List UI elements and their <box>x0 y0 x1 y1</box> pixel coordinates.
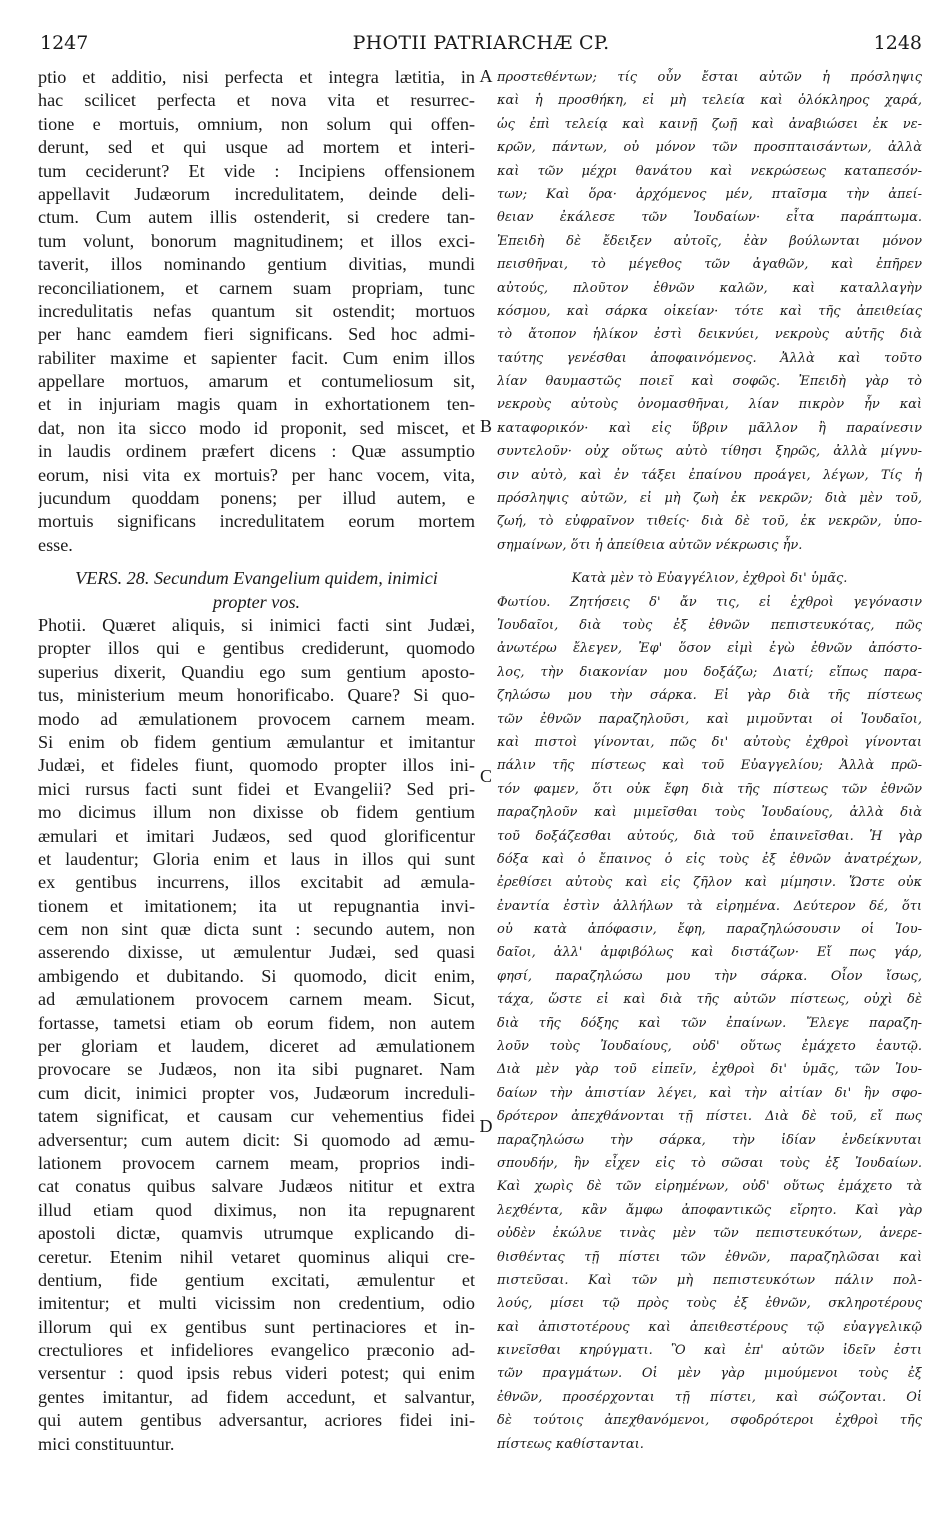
page-header <box>40 32 922 58</box>
text-line: versentur : quod ipsis rebus videri potest; qui enim <box>38 1363 475 1384</box>
text-line: tum ceciderunt? Et vide : Incipiens offensionem <box>38 160 475 181</box>
text-line: dat, non ita sicco modo id proponit, sed miscet, et <box>38 417 475 438</box>
text-line: provocare se Judæos, non ita sibi pugnaret. Nam <box>38 1059 475 1080</box>
text-line: λούς, μίσει τῷ πρὸς τοὺς ἐξ ἐθνῶν, σκληροτέρους <box>497 1296 922 1312</box>
text-line: δρότερον ἀπεχθάνονται τῇ πίστει. Διὰ δὲ τοῦ, εἴ πως <box>497 1109 922 1125</box>
text-line: τοῦ δοξάζεσθαι αὐτούς, διὰ τοῦ ἐπαινεῖσθαι. Ἡ γὰρ <box>497 828 922 844</box>
text-line: συντελοῦν· οὐχ οὕτως αὐτὸ τίθησι ξηρῶς, ἀλλὰ μίγνυ- <box>497 444 922 460</box>
text-line: fortasse, tametsi etiam ob eorum fidem, non autem <box>38 1012 475 1033</box>
text-line: illorum qui ex gentibus sunt pertinaciores et in- <box>38 1316 475 1337</box>
text-line: esse. <box>38 534 73 555</box>
text-line: tione e mortuis, omnium, non solum qui offen- <box>38 113 475 134</box>
text-line: modo ad æmulationem provocem carnem meam. <box>38 708 475 729</box>
text-line: καὶ ἡ προσθήκη, εἰ μὴ τελεία καὶ ὁλόκληρος χαρά, <box>497 93 922 109</box>
text-line: λεχθέντα, κἂν ἄμφω ἀποφαντικῶς εἴρητο. Καὶ γὰρ <box>497 1202 922 1218</box>
text-line: appellare mortuos, amarum et contumeliosum sit, <box>38 371 475 392</box>
text-line: cat conatus quibus salvare Judæos nititur et extra <box>38 1176 475 1197</box>
text-line: των; Καὶ ὅρα· ἀρχόμενος μέν, πταῖσμα τὴν ἀπεί- <box>497 186 922 202</box>
text-line: Καὶ χωρὶς δὲ τῶν εἰρημένων, οὐδ' οὕτως ἐμάχετο τὰ <box>497 1179 922 1195</box>
text-line: δόξα καὶ ὁ ἔπαινος ὁ εἰς τοὺς ἐξ ἐθνῶν ἀνατρέχων, <box>497 851 922 867</box>
text-line: ἀνωτέρω ἔλεγεν, Ἐφ' ὅσον εἰμὶ ἐγὼ ἐθνῶν ἀπόστο- <box>497 641 922 657</box>
text-line: lationem provocem carnem meam, proprios indi- <box>38 1152 475 1173</box>
text-line: σημαίνων, ὅτι ἡ ἀπείθεια αὐτῶν νέκρωσις ἦν. <box>497 537 803 553</box>
text-line: πιστεῦσαι. Καὶ τῶν μὴ πεπιστευκότων πάλιν πολ- <box>497 1272 922 1288</box>
text-line: incredulitatis nefas quantum sit ostendit; mortuos <box>38 300 475 321</box>
text-line: rabiliter maxime et sapienter facit. Cum enim illos <box>38 347 475 368</box>
text-line: taverit, illos nominando gentium divitias, mundi <box>38 254 475 275</box>
text-line: per hanc eamdem fieri significans. Sed hoc admi- <box>38 324 475 345</box>
text-line: tionem et imitationem; ita ut repugnantia invi- <box>38 895 475 916</box>
text-line: κρῶν, πάντων, οὐ μόνον τῶν προσπταισάντων, ἀλλὰ <box>497 140 922 156</box>
text-line: θειαν ἐκάλεσε τῶν Ἰουδαίων· εἶτα παράπτωμα. <box>497 210 922 226</box>
text-line: gentes imitantur, ad fidem accedunt, et salvantur, <box>38 1386 475 1407</box>
text-line: ταύτης γενέσθαι ἀποφαινόμενος. Ἀλλὰ καὶ τοῦτο <box>497 350 922 366</box>
text-line: per gloriam et laudem, diceret ad æmulationem <box>38 1036 475 1057</box>
text-line: πίστεως καθίστανται. <box>497 1436 644 1452</box>
text-line: propter illos qui e gentibus crediderunt, quomodo <box>38 638 475 659</box>
text-line: δαῖοι, ἀλλ' ἀμφιβόλως καὶ διστάζων· Εἴ πως γάρ, <box>497 945 922 961</box>
text-line: apostoli dictæ, quamvis utrumque explicando di- <box>38 1223 475 1244</box>
text-line: æmulari et imitari Judæos, sed quod glorificentur <box>38 825 475 846</box>
text-line: κόσμου, καὶ σάρκα οἰκείαν· τότε καὶ τῆς ἀπειθείας <box>497 303 922 319</box>
text-line: et laudentur; Gloria enim et laus in illos qui sunt <box>38 848 475 869</box>
text-line: hac scilicet perfecta et nova vita et resurrec- <box>38 90 475 111</box>
text-line: νεκροὺς αὐτοὺς ὀνομασθῆναι, λίαν πικρὸν ἦν καὶ <box>497 397 922 413</box>
latin-column <box>38 66 475 1456</box>
text-line: ptio et additio, nisi perfecta et integra lætitia, in <box>38 67 475 87</box>
text-line: qui autem gentibus adversantur, acriores fidei ini- <box>38 1410 475 1431</box>
text-line: tatem significat, et causam cur vehementius fidei <box>38 1106 475 1127</box>
text-line: θισθέντας τῇ πίστει τῶν ἐθνῶν, παραζηλῶσαι καὶ <box>497 1249 922 1265</box>
verse-heading: VERS. 28. Secundum Evangelium quidem, inimici <box>75 568 438 589</box>
text-line: Ἐπειδὴ δὲ ἔδειξεν αὐτοῖς, ἐὰν βούλωνται μόνον <box>497 233 922 249</box>
text-line: derunt, sed et qui usque ad mortem et interi- <box>38 137 475 158</box>
text-line: λος, τὴν διακονίαν μου δοξάζω; Διατί; εἴπως παρα- <box>497 664 922 680</box>
margin-marker-a: A <box>479 66 493 86</box>
text-line: σιν αὐτὸ, καὶ ἐν τάξει ἐπαίνου προάγει, λέγων, Τίς ἡ <box>497 467 922 483</box>
text-line: πρόσληψις αὐτῶν, εἰ μὴ ζωὴ ἐκ νεκρῶν; διὰ μὲν τοῦ, <box>497 491 922 507</box>
text-line: καὶ τῶν μέχρι θανάτου καὶ νεκρώσεως καταπεσόν- <box>497 163 922 179</box>
text-line: φησί, παραζηλώσω μου τὴν σάρκα. Οἷον ἴσως, <box>497 968 922 984</box>
text-line: καὶ ἀπιστοτέρους καὶ ἀπειθεστέρους τῷ εὐαγγελικῷ <box>497 1319 922 1335</box>
page-number-left: 1247 <box>40 32 89 54</box>
text-line: mo dicimus illum non dixisse ob fidem gentium <box>38 802 475 823</box>
text-line: παραζηλοῦν καὶ μιμεῖσθαι τοὺς Ἰουδαίους, ἀλλὰ διὰ <box>497 805 922 821</box>
text-line: τάχα, ὥστε εἰ καὶ διὰ τῆς αὐτῶν πίστεως, οὐχὶ δὲ <box>497 992 922 1008</box>
section-gap <box>497 557 922 567</box>
text-line: Ἰουδαῖοι, διὰ τοὺς ἐξ ἐθνῶν πεπιστευκότας, πῶς <box>497 617 922 633</box>
text-line: τῶν ἐθνῶν παραζηλοῦσι, καὶ μιμοῦνται οἱ Ἰουδαῖοι, <box>497 711 922 727</box>
text-line: κινεῖσθαι κηρύγματι. Ὃ καὶ ἐπ' αὐτῶν ἰδεῖν ἐστι <box>497 1343 922 1359</box>
text-line: Photii. Quæret aliquis, si inimici facti sint Judæi, <box>38 614 475 635</box>
running-title: PHOTII PATRIARCHÆ CP. <box>352 32 610 54</box>
text-line: ambigendo et dubitando. Si quomodo, dicit enim, <box>38 965 475 986</box>
text-line: imitentur; et multi vicissim non credentium, odio <box>38 1293 475 1314</box>
margin-marker-d: D <box>479 1116 493 1136</box>
text-line: ὡς ἐπὶ τελείᾳ καὶ καινῇ ζωῇ καὶ ἀναβιώσει ἐκ νε- <box>497 116 922 132</box>
text-line: ἐρεθίσει αὐτοὺς καὶ εἰς ζῆλον καὶ μίμησιν. Ὥστε οὐκ <box>497 875 922 891</box>
text-line: superius dixerit, Quandiu ego sum gentium aposto- <box>38 661 475 682</box>
text-line: Διὰ μὲν γὰρ τοῦ εἰπεῖν, ἐχθροὶ δι' ὑμᾶς, τῶν Ἰου- <box>497 1062 922 1078</box>
text-line: λοῦν τοὺς Ἰουδαίους, οὐδ' οὕτως ἐμάχετο ἑαυτῷ. <box>497 1039 922 1055</box>
text-line: mortuis significans incredulitatem eorum mortem <box>38 511 475 532</box>
text-line: mici constituuntur. <box>38 1433 175 1454</box>
text-line: ex gentibus incurrens, illos excitabit ad æmula- <box>38 872 475 893</box>
text-line: crectuliores et infideliores evangelico præconio ad- <box>38 1340 475 1361</box>
text-line: tum volunt, bonorum magnitudinem; et illos exci- <box>38 230 475 251</box>
text-line: Si enim ob fidem gentium æmulantur et imitantur <box>38 731 475 752</box>
margin-marker-b: B <box>479 416 492 436</box>
text-line: αὐτούς, πλοῦτον ἐθνῶν καλῶν, καὶ καταλλαγὴν <box>497 280 922 296</box>
text-line: τὸ ἄτοπον ἡλίκον ἐστὶ δεικνύει, νεκροὺς αὐτῆς διὰ <box>497 327 922 343</box>
page-number-right: 1248 <box>873 32 922 54</box>
verse-heading: Κατὰ μὲν τὸ Εὐαγγέλιον, ἐχθροὶ δι' ὑμᾶς. <box>571 571 848 587</box>
text-line: illud etiam quod diximus, non ita repugnarent <box>38 1199 475 1220</box>
text-line: τόν φαμεν, ὅτι οὐκ ἔφη διὰ τῆς πίστεως τῶν ἐθνῶν <box>497 781 922 797</box>
text-line: in laudis ordinem præfert dicens : Quæ assumptio <box>38 441 475 462</box>
text-line: ad æmulationem provocem carnem meam. Sicut, <box>38 989 475 1010</box>
text-line: et in injuriam magis quam in exhortationem ten- <box>38 394 475 415</box>
text-line: ζηλώσω μου τὴν σάρκα. Εἰ γὰρ διὰ τῆς πίστεως <box>497 688 922 704</box>
text-line: tus, ministerium meum honorificabo. Quare? Si quo- <box>38 685 475 706</box>
text-line: ἐθνῶν, προσέρχονται τῇ πίστει, καὶ σώζονται. Οἱ <box>497 1389 922 1405</box>
text-line: appellavit Judæorum incredulitatem, deinde deli- <box>38 183 475 204</box>
text-line: δὲ τούτοις ἀπεχθανόμενοι, σφοδρότεροι ἐχθροὶ τῆς <box>497 1413 922 1429</box>
verse-heading-cont: propter vos. <box>212 591 301 612</box>
text-line: jucundum quoddam ponens; per illud autem, e <box>38 488 475 509</box>
section-gap <box>38 557 475 567</box>
text-line: ἐναντία ἐστὶν ἀλλήλων τὰ εἰρημένα. Δεύτερον δέ, ὅτι <box>497 898 922 914</box>
text-line: διὰ τῆς δόξης καὶ τῶν ἐπαίνων. Ἔλεγε παραζη- <box>497 1015 922 1031</box>
text-line: ctum. Cum autem illis ostenderit, si credere tan- <box>38 207 475 228</box>
text-line: πάλιν τῆς πίστεως καὶ τοῦ Εὐαγγελίου; Ἀλλὰ πρῶ- <box>497 758 922 774</box>
text-line: dentium, fide gentium excitati, æmulentur et <box>38 1269 475 1290</box>
text-line: cem non sint quæ dicta sunt : secundo autem, non <box>38 919 475 940</box>
margin-marker-c: C <box>479 766 492 786</box>
text-line: τῶν πραγμάτων. Οἱ μὲν γὰρ μιμούμενοι τοὺς ἐξ <box>497 1366 922 1382</box>
text-line: λίαν θαυμαστῶς ποιεῖ καὶ σοφῶς. Ἐπειδὴ γὰρ τὸ <box>497 374 922 390</box>
text-line: Φωτίου. Ζητήσεις δ' ἄν τις, εἰ ἐχθροὶ γεγόνασιν <box>497 594 922 610</box>
text-line: οὐ κατὰ ἀπόφασιν, ἔφη, παραζηλώσουσιν οἱ Ἰου- <box>497 922 922 938</box>
text-line: προστεθέντων; τίς οὖν ἔσται αὐτῶν ἡ πρόσληψις <box>497 70 922 85</box>
text-line: καὶ πιστοὶ γίνονται, πῶς δι' αὐτοὺς ἐχθροὶ γίνονται <box>497 734 922 750</box>
text-line: ζωή, τὸ εὐφραῖνον τιθείς· διὰ δὲ τοῦ, ἐκ νεκρῶν, ὑπο- <box>497 514 922 530</box>
text-line: eorum, nisi vita ex mortuis? per hanc vocem, vita, <box>38 464 475 485</box>
text-line: παραζηλώσω τὴν σάρκα, τὴν ἰδίαν ἐνδείκνυται <box>497 1132 922 1148</box>
text-line: δαίων τὴν ἀπιστίαν λέγει, καὶ τὴν αἰτίαν δι' ἣν σφο- <box>497 1085 922 1101</box>
text-line: mici rursus facti sunt fidei et Evangelii? Sed pri- <box>38 778 475 799</box>
text-line: καταφορικόν· καὶ εἰς ὕβριν μᾶλλον ἢ παραίνεσιν <box>497 420 922 436</box>
text-line: σπουδήν, ἣν εἶχεν εἰς τὸ σῶσαι τοὺς ἐξ Ἰουδαίων. <box>497 1155 922 1171</box>
text-line: ceretur. Etenim nihil vetaret quominus aliqui cre- <box>38 1246 475 1267</box>
text-line: Judæi, et fideles fiunt, quomodo propter illos ini- <box>38 755 475 776</box>
text-line: οὐδὲν ἐκώλυε τινὰς μὲν τῶν πεπιστευκότων, ἀνερε- <box>497 1226 922 1242</box>
text-line: reconciliationem, et carnem suam propriam, tunc <box>38 277 475 298</box>
text-line: asserendo dixisse, ut æmulentur Judæi, sed quasi <box>38 942 475 963</box>
text-line: cum dicit, inimici propter vos, Judæorum increduli- <box>38 1082 475 1103</box>
text-line: πεισθῆναι, τὸ μέγεθος τῶν ἀγαθῶν, καὶ ἐπῆρεν <box>497 257 922 273</box>
text-line: adversentur; cum autem dicit: Si quomodo ad æmu- <box>38 1129 475 1150</box>
greek-column <box>497 66 922 1456</box>
